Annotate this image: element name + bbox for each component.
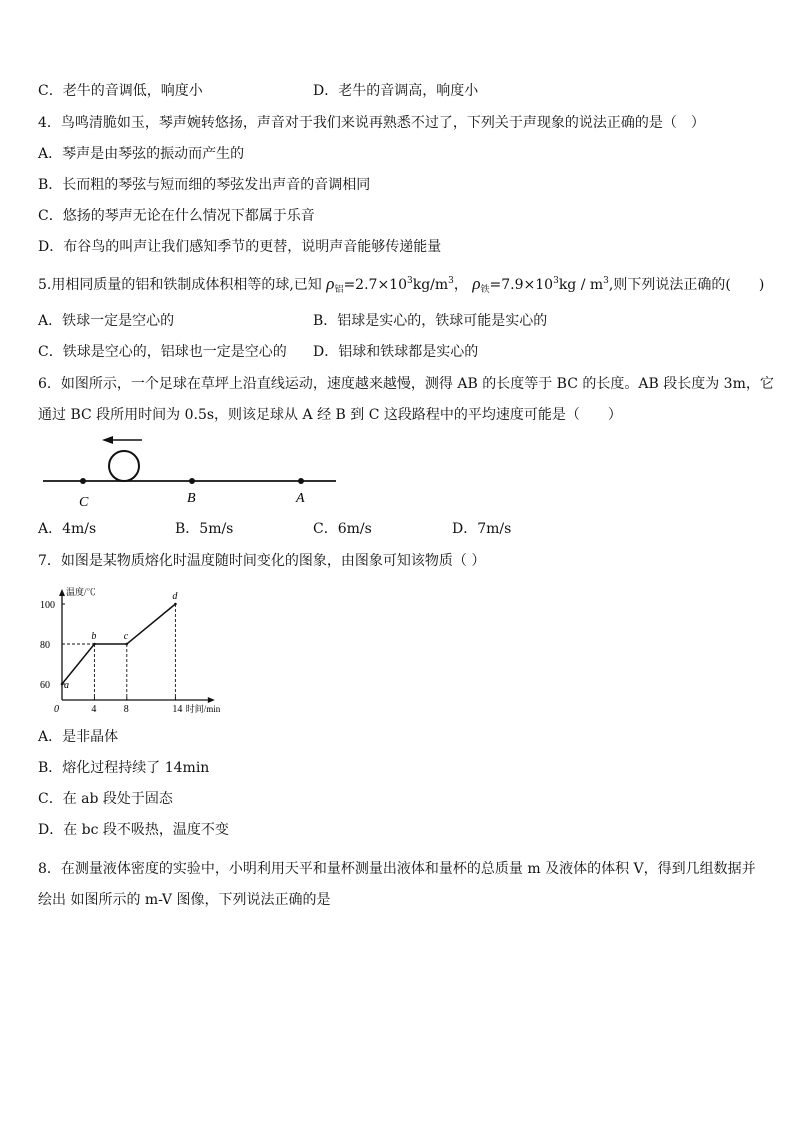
- point-c: [80, 478, 86, 484]
- q7-option-c: C．在 ab 段处于固态: [38, 791, 173, 807]
- al-density-unit: kg/m: [412, 277, 449, 293]
- q5-option-c: C．铁球是空心的，铝球也一定是空心的: [38, 344, 287, 360]
- point-label-d: d: [172, 591, 178, 602]
- al-density-value: =2.7×10: [343, 277, 407, 293]
- q6-option-a: A．4m/s: [38, 521, 97, 537]
- rho-symbol-al: ρ: [326, 274, 335, 293]
- x-axis-arrow: [208, 697, 215, 703]
- origin-label: 0: [54, 704, 59, 715]
- x-tick-label-1: 8: [123, 704, 129, 715]
- al-exponent: 3: [407, 276, 413, 286]
- q4-option-d: D．布谷鸟的叫声让我们感知季节的更替，说明声音能够传递能量: [38, 239, 442, 255]
- direction-arrow-head: [102, 436, 113, 444]
- point-label-a: a: [64, 680, 69, 691]
- y-tick-label-2: 100: [40, 600, 55, 611]
- point-a: [61, 683, 64, 686]
- point-label-b: b: [91, 631, 97, 642]
- q4-option-b: B．长而粗的琴弦与短而细的琴弦发出声音的音调相同: [38, 177, 371, 193]
- y-tick-label-1: 80: [40, 640, 50, 651]
- q5-option-d: D．铝球和铁球都是实心的: [313, 344, 479, 360]
- q8-stem-line1: 8．在测量液体密度的实验中，小明利用天平和量杯测量出液体和量杯的总质量 m 及液体的体积 V，得到几组数据并: [38, 861, 756, 877]
- rho-symbol-fe: ρ: [472, 274, 481, 293]
- q7-option-b: B．熔化过程持续了 14min: [38, 760, 210, 776]
- q7-stem: 7．如图是某物质熔化时温度随时间变化的图象，由图象可知该物质（ ）: [38, 553, 486, 569]
- x-tick-label-2: 14: [172, 704, 183, 715]
- q5-separator: ，: [453, 277, 468, 293]
- y-axis-label: 温度/℃: [66, 587, 96, 597]
- q4-option-c: C．悠扬的琴声无论在什么情况下都属于乐音: [38, 208, 315, 224]
- q7-option-a: A．是非晶体: [38, 729, 119, 745]
- fe-density-unit: kg / m: [558, 277, 604, 293]
- q6-stem-line2: 通过 BC 段所用时间为 0.5s，则该足球从 A 经 B 到 C 这段路程中的平均速度可能是（ ）: [38, 407, 622, 423]
- q5-stem: [38, 274, 764, 295]
- q7-option-d: D．在 bc 段不吸热，温度不变: [38, 822, 229, 838]
- label-b: B: [187, 491, 196, 506]
- football: [109, 451, 139, 481]
- q8-stem-line2: 绘出 如图所示的 m-V 图像，下列说法正确的是: [38, 892, 331, 908]
- y-tick-label-0: 60: [40, 680, 50, 691]
- q5-stem-prefix: 5.用相同质量的铝和铁制成体积相等的球,已知: [38, 277, 322, 293]
- melting-curve-chart: [30, 580, 230, 720]
- q6-stem-line1: 6．如图所示，一个足球在草坪上沿直线运动，速度越来越慢，测得 AB 的长度等于 BC 的长度。AB 段长度为 3m，它: [38, 376, 774, 392]
- q5-option-a: A．铁球一定是空心的: [38, 313, 175, 329]
- q5-stem-suffix: ,则下列说法正确的( ): [608, 277, 765, 293]
- q6-option-b: B．5m/s: [175, 521, 234, 537]
- x-tick-label-0: 4: [91, 704, 97, 715]
- q4-option-a: A．琴声是由琴弦的振动而产生的: [38, 146, 245, 162]
- x-axis-label: 时间/min: [185, 704, 221, 714]
- q5-option-b: B．铝球是实心的，铁球可能是实心的: [313, 313, 548, 329]
- point-b: [189, 478, 195, 484]
- q4-stem: 4．鸟鸣清脆如玉，琴声婉转悠扬，声音对于我们来说再熟悉不过了，下列关于声现象的说法正确的是（ ）: [38, 115, 705, 131]
- q3-option-d: D．老牛的音调高，响度小: [313, 83, 479, 99]
- q3-option-c: C．老牛的音调低，响度小: [38, 83, 203, 99]
- q6-figure: [38, 432, 348, 512]
- fe-unit-exponent: 3: [603, 276, 609, 286]
- y-axis-arrow: [59, 589, 65, 596]
- fe-exponent: 3: [553, 276, 559, 286]
- label-a: A: [296, 491, 305, 506]
- fe-subscript: 铁: [480, 285, 490, 295]
- al-unit-exponent: 3: [448, 276, 454, 286]
- point-label-c: c: [123, 631, 129, 642]
- point-a: [298, 478, 304, 484]
- al-subscript: 铝: [334, 285, 344, 295]
- q6-option-d: D．7m/s: [452, 521, 512, 537]
- fe-density-value: =7.9×10: [489, 277, 554, 293]
- q6-option-c: C．6m/s: [313, 521, 372, 537]
- label-c: C: [79, 495, 89, 510]
